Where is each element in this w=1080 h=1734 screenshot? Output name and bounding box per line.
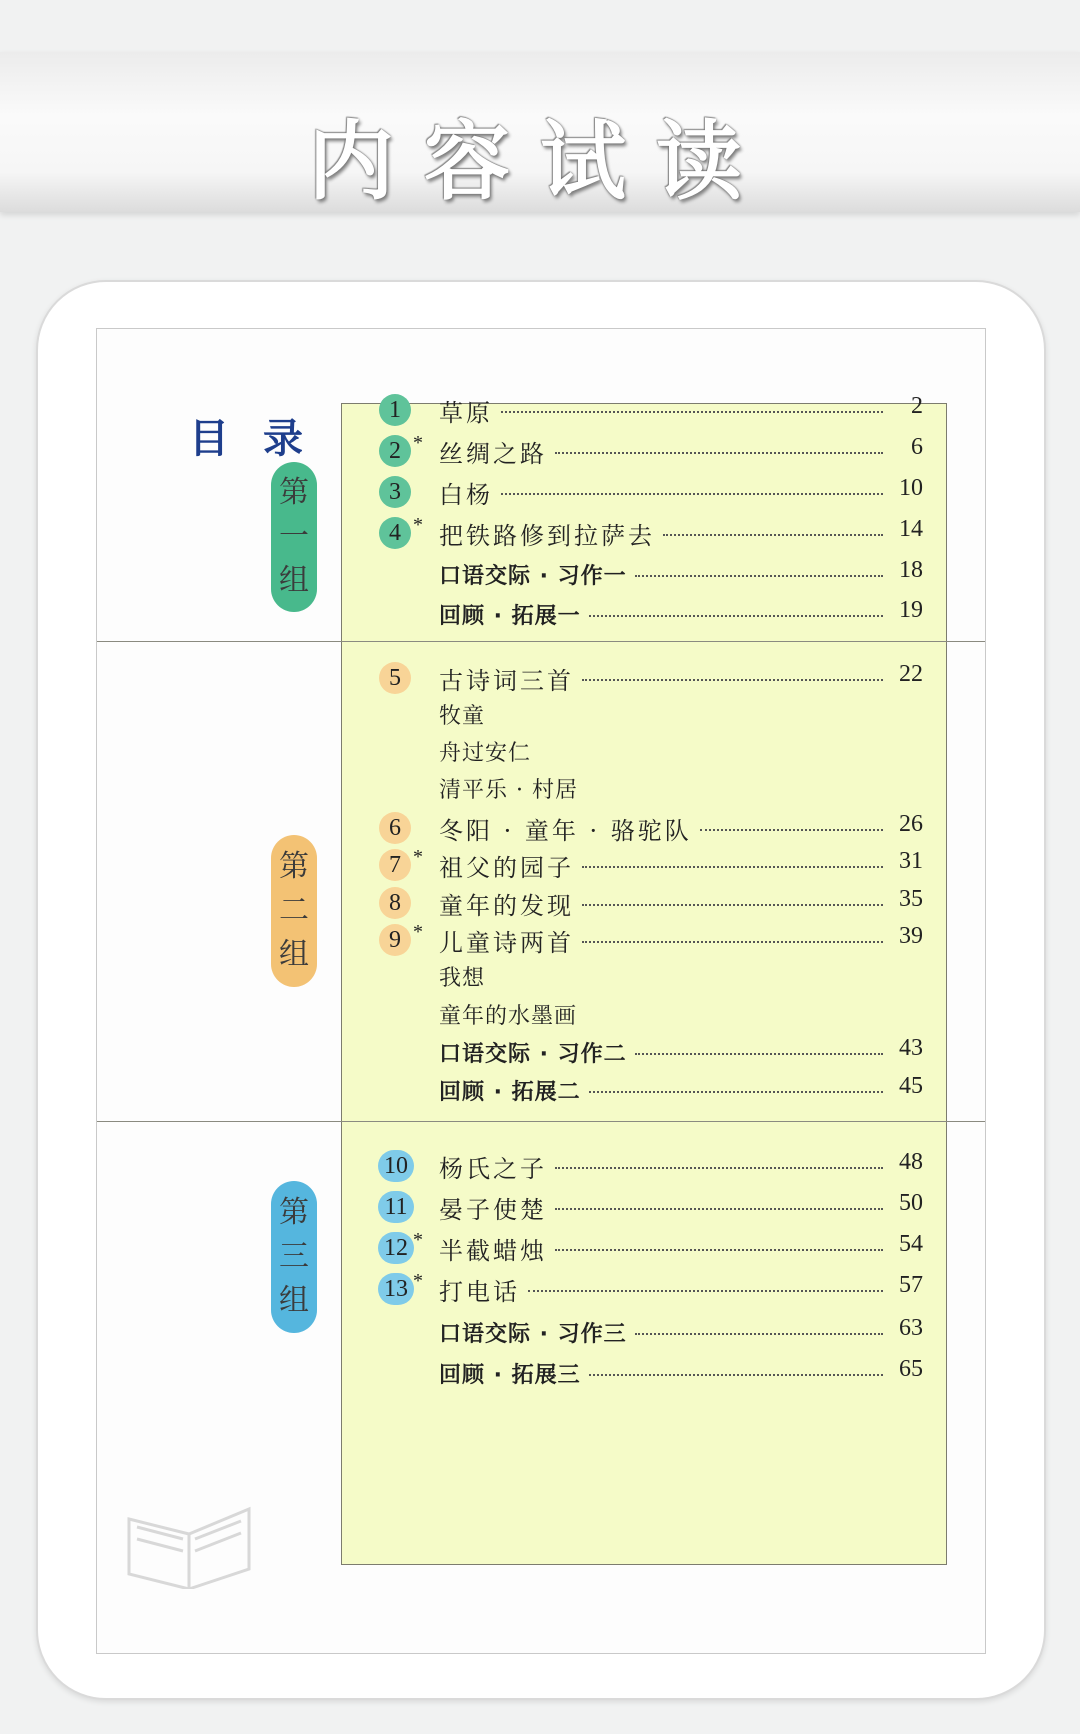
toc-entry	[97, 473, 985, 513]
leader-dots	[555, 1249, 883, 1251]
toc-entry-page: 35	[899, 886, 923, 912]
leader-dots	[582, 679, 883, 681]
lesson-number-badge: 7	[379, 849, 411, 881]
toc-entry-page: 48	[899, 1149, 923, 1175]
group-label-3: 第 三 组	[271, 1181, 317, 1333]
toc-entry	[97, 595, 985, 635]
toc-entry	[97, 921, 985, 961]
toc-entry	[97, 997, 985, 1037]
lesson-number-badge: 1	[379, 394, 411, 426]
toc-entry-title: 儿童诗两首	[439, 929, 574, 957]
toc-entry-page: 26	[899, 811, 923, 837]
lesson-number-badge: 13	[378, 1273, 414, 1305]
optional-lesson-mark: *	[413, 1270, 423, 1292]
banner-title: 内容试读	[308, 112, 772, 212]
toc-entry-page: 19	[899, 597, 923, 623]
toc-entry	[97, 1188, 985, 1228]
toc-entry-title: 杨氏之子	[439, 1155, 547, 1183]
toc-entry	[97, 884, 985, 924]
leader-dots	[501, 411, 883, 413]
toc-entry-page: 10	[899, 475, 923, 501]
toc-entry	[97, 697, 985, 737]
leader-dots	[582, 866, 883, 868]
leader-dots	[700, 829, 883, 831]
toc-entry	[97, 1313, 985, 1353]
toc-entry-title: 把铁路修到拉萨去	[439, 522, 655, 550]
toc-entry-page: 65	[899, 1356, 923, 1382]
toc-entry	[97, 1147, 985, 1187]
toc-entry-title: 回顾 · 拓展三	[439, 1363, 581, 1388]
toc-entry-page: 54	[899, 1231, 923, 1257]
lesson-number-badge: 8	[379, 887, 411, 919]
optional-lesson-mark: *	[413, 921, 423, 943]
leader-dots	[663, 534, 883, 536]
open-book-icon	[119, 1489, 259, 1589]
group-label-2: 第 二 组	[271, 835, 317, 987]
group-divider	[97, 1121, 985, 1122]
toc-entry	[97, 734, 985, 774]
group-label-1: 第 一 组	[271, 462, 317, 612]
optional-lesson-mark: *	[413, 514, 423, 536]
toc-entry-title: 回顾 · 拓展二	[439, 1080, 581, 1105]
toc-entry-title: 口语交际 · 习作三	[439, 1322, 627, 1347]
optional-lesson-mark: *	[413, 846, 423, 868]
toc-entry	[97, 555, 985, 595]
toc-entry-title: 丝绸之路	[439, 440, 547, 468]
toc-entry	[97, 1033, 985, 1073]
lesson-number-badge: 4	[379, 517, 411, 549]
banner	[0, 52, 1080, 212]
leader-dots	[635, 575, 883, 577]
toc-entry-title: 我想	[439, 966, 486, 991]
toc-entry	[97, 771, 985, 811]
leader-dots	[555, 1167, 883, 1169]
lesson-number-badge: 11	[378, 1191, 414, 1223]
leader-dots	[635, 1333, 883, 1335]
lesson-number-badge: 5	[379, 662, 411, 694]
toc-entry-title: 打电话	[439, 1278, 520, 1306]
lesson-number-badge: 3	[379, 476, 411, 508]
optional-lesson-mark: *	[413, 432, 423, 454]
toc-entry-title: 白杨	[439, 481, 493, 509]
toc-entry-page: 43	[899, 1035, 923, 1061]
optional-lesson-mark: *	[413, 1229, 423, 1251]
toc-entry-title: 冬阳 · 童年 · 骆驼队	[439, 817, 692, 845]
toc-entry	[97, 659, 985, 699]
lesson-number-badge: 2	[379, 435, 411, 467]
toc-entry-title: 半截蜡烛	[439, 1237, 547, 1265]
toc-entry-title: 舟过安仁	[439, 741, 532, 766]
leader-dots	[555, 452, 883, 454]
toc-entry-page: 50	[899, 1190, 923, 1216]
toc-entry	[97, 1270, 985, 1310]
lesson-number-badge: 9	[379, 924, 411, 956]
toc-entry	[97, 809, 985, 849]
toc-entry-title: 童年的发现	[439, 892, 574, 920]
toc-entry-page: 18	[899, 557, 923, 583]
leader-dots	[582, 904, 883, 906]
toc-entry	[97, 846, 985, 886]
toc-heading: 目录	[189, 416, 337, 462]
toc-entry-title: 牧童	[439, 704, 486, 729]
toc-page	[96, 328, 986, 1654]
toc-entry	[97, 391, 985, 431]
leader-dots	[589, 615, 883, 617]
toc-entry	[97, 959, 985, 999]
leader-dots	[501, 493, 883, 495]
toc-entry-page: 39	[899, 923, 923, 949]
toc-entry-page: 63	[899, 1315, 923, 1341]
toc-entry	[97, 1071, 985, 1111]
group-divider	[97, 641, 985, 642]
toc-entry-title: 祖父的园子	[439, 854, 574, 882]
toc-entry-title: 草原	[439, 399, 493, 427]
toc-entry-page: 31	[899, 848, 923, 874]
lesson-number-badge: 6	[379, 812, 411, 844]
toc-entry-title: 古诗词三首	[439, 667, 574, 695]
toc-entry-title: 童年的水墨画	[439, 1004, 578, 1029]
toc-entry-page: 22	[899, 661, 923, 687]
toc-entry	[97, 1354, 985, 1394]
leader-dots	[582, 941, 883, 943]
leader-dots	[528, 1290, 883, 1292]
leader-dots	[635, 1053, 883, 1055]
toc-entry-page: 6	[911, 434, 923, 460]
toc-entry-page: 2	[911, 393, 923, 419]
toc-entry-page: 45	[899, 1073, 923, 1099]
toc-entry-title: 回顾 · 拓展一	[439, 604, 581, 629]
toc-entry	[97, 1229, 985, 1269]
toc-entry	[97, 432, 985, 472]
toc-entry-title: 清平乐 · 村居	[439, 778, 578, 803]
toc-entry-page: 57	[899, 1272, 923, 1298]
toc-entry	[97, 514, 985, 554]
leader-dots	[555, 1208, 883, 1210]
toc-entry-title: 晏子使楚	[439, 1196, 547, 1224]
toc-entry-title: 口语交际 · 习作二	[439, 1042, 627, 1067]
leader-dots	[589, 1374, 883, 1376]
lesson-number-badge: 10	[378, 1150, 414, 1182]
toc-entry-page: 14	[899, 516, 923, 542]
leader-dots	[589, 1091, 883, 1093]
lesson-number-badge: 12	[378, 1232, 414, 1264]
toc-entry-title: 口语交际 · 习作一	[439, 564, 627, 589]
